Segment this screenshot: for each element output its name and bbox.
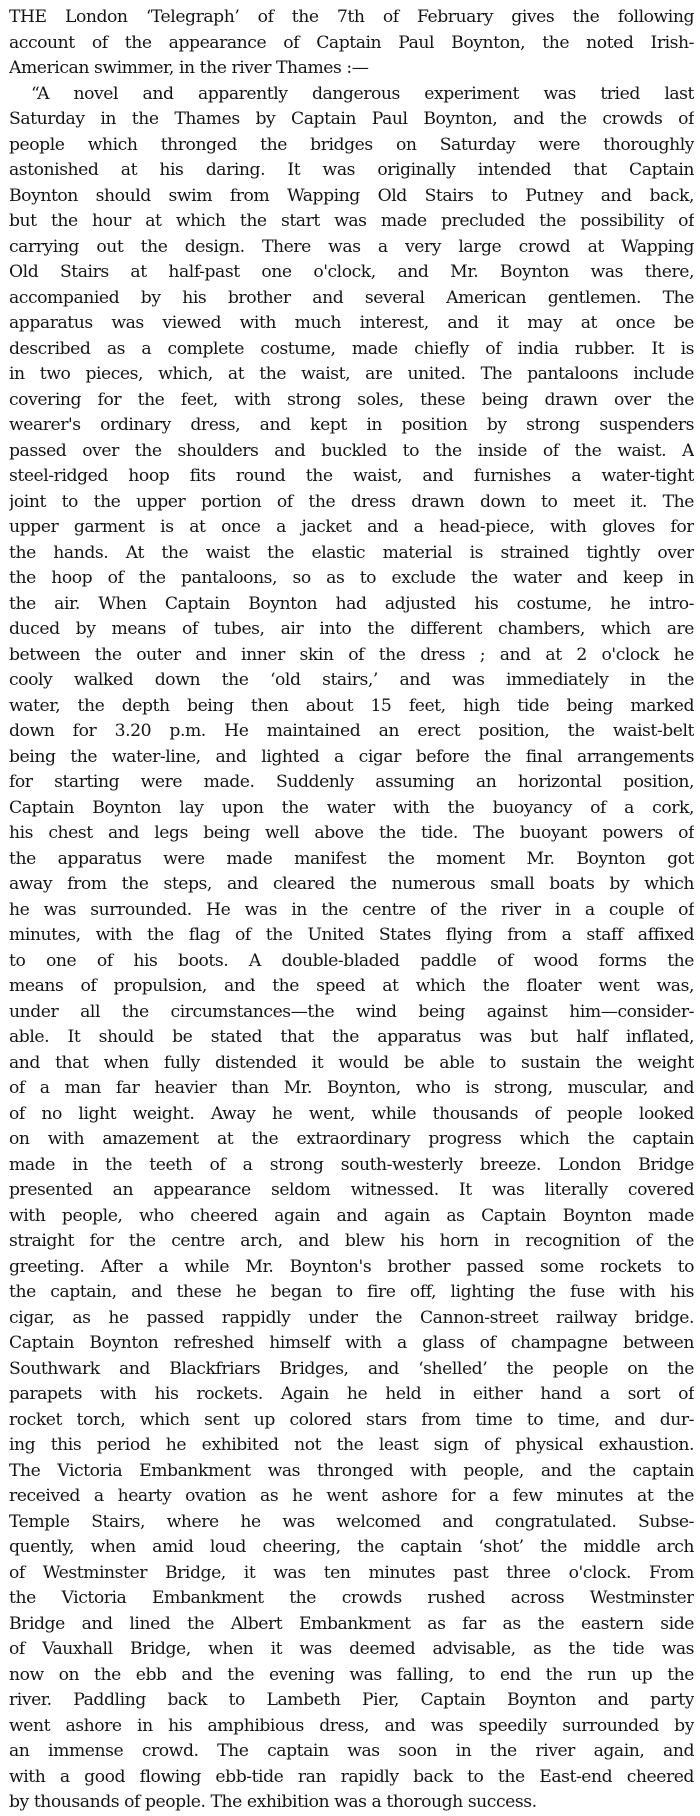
article-line: presented an appearance seldom witnessed. It was literally covered	[9, 1180, 694, 1200]
article-line: down for 3.20 p.m. He maintained an erect position, the waist-belt	[9, 721, 694, 741]
article-line: went ashore in his amphibious dress, and was speedily surrounded by	[9, 1715, 694, 1736]
article-line: by thousands of people. The exhibition was a thorough success.	[9, 1792, 537, 1812]
article-line: of Westminster Bridge, it was ten minutes past three o'clock. From	[9, 1562, 694, 1583]
article-line: “A novel and apparently dangerous experiment was tried last	[31, 83, 694, 104]
article-line: the apparatus were made manifest the moment Mr. Boynton got	[9, 848, 694, 869]
article-line: astonished at his daring. It was originally intended that Captain	[9, 160, 694, 180]
article-line: covering for the feet, with strong soles, these being drawn over the	[9, 389, 694, 410]
article-line: Temple Stairs, where he was welcomed and congratulated. Subse-	[9, 1511, 694, 1532]
article-line: in two pieces, which, at the waist, are united. The pantaloons include	[9, 364, 694, 384]
article-line: with a good flowing ebb-tide ran rapidly back to the East-end cheered	[9, 1766, 694, 1787]
article-line: Boynton should swim from Wapping Old Stairs to Putney and back,	[9, 185, 694, 206]
article-line: rocket torch, which sent up colored stars from time to time, and dur-	[9, 1409, 694, 1430]
article-line: account of the appearance of Captain Paul Boynton, the noted Irish-	[9, 32, 694, 53]
article-line: Old Stairs at half-past one o'clock, and Mr. Boynton was there,	[9, 262, 694, 282]
article-line: duced by means of tubes, air into the different chambers, which are	[9, 619, 694, 639]
article-line: with people, who cheered again and again as Captain Boynton made	[9, 1205, 694, 1226]
article-line: he was surrounded. He was in the centre of the river in a couple of	[9, 899, 694, 920]
article-line: quently, when amid loud cheering, the captain ‘shot’ the middle arch	[9, 1537, 694, 1557]
article-line: the captain, and these he began to fire off, lighting the fuse with his	[9, 1282, 694, 1302]
article-body	[9, 5, 694, 1816]
article-line: an immense crowd. The captain was soon in the river again, and	[9, 1741, 694, 1761]
article-line: the Victoria Embankment the crowds rushed across Westminster	[9, 1588, 694, 1608]
article-line: Bridge and lined the Albert Embankment as far as the eastern side	[9, 1613, 694, 1634]
article-line: water, the depth being then about 15 feet, high tide being marked	[9, 695, 694, 716]
article-line: parapets with his rockets. Again he held in either hand a sort of	[9, 1384, 694, 1404]
article-line: ing this period he exhibited not the least sign of physical exhaustion.	[9, 1435, 694, 1455]
article-line: for starting were made. Suddenly assuming an horizontal position,	[9, 772, 694, 792]
article-line: of a man far heavier than Mr. Boynton, who is strong, muscular, and	[9, 1078, 694, 1098]
article-line: on with amazement at the extraordinary progress which the captain	[9, 1129, 694, 1149]
article-line: of Vauxhall Bridge, when it was deemed advisable, as the tide was	[9, 1639, 694, 1659]
article-line: but the hour at which the start was made precluded the possibility of	[9, 211, 694, 231]
article-line: cooly walked down the ‘old stairs,’ and was immediately in the	[9, 670, 694, 690]
article-line: apparatus was viewed with much interest, and it may at once be	[9, 313, 694, 333]
article-line: greeting. After a while Mr. Boynton's brother passed some rockets to	[9, 1256, 694, 1277]
article-line: accompanied by his brother and several American gentlemen. The	[9, 287, 694, 308]
article-line: now on the ebb and the evening was falling, to end the run up the	[9, 1664, 694, 1685]
article-line: Captain Boynton lay upon the water with the buoyancy of a cork,	[9, 797, 694, 818]
article-line: Captain Boynton refreshed himself with a glass of champagne between	[9, 1333, 694, 1353]
article-line: the hands. At the waist the elastic material is strained tightly over	[9, 542, 694, 563]
article-line: the hoop of the pantaloons, so as to exclude the water and keep in	[9, 568, 694, 588]
article-line: river. Paddling back to Lambeth Pier, Captain Boynton and party	[9, 1690, 694, 1710]
article-line: upper garment is at once a jacket and a head-piece, with gloves for	[9, 517, 694, 537]
article-line: steel-ridged hoop fits round the waist, and furnishes a water-tight	[9, 466, 694, 486]
article-line: passed over the shoulders and buckled to the inside of the waist. A	[9, 440, 694, 461]
article-line: joint to the upper portion of the dress drawn down to meet it. The	[9, 491, 694, 512]
article-line: people which thronged the bridges on Saturday were thoroughly	[9, 134, 694, 155]
article-line: able. It should be stated that the apparatus was but half inflated,	[9, 1027, 694, 1047]
article-line: cigar, as he passed rappidly under the Cannon-street railway bridge.	[9, 1307, 694, 1328]
article-line: means of propulsion, and the speed at which the floater went was,	[9, 976, 694, 996]
article-line: Saturday in the Thames by Captain Paul Boynton, and the crowds of	[9, 109, 694, 129]
article-line: between the outer and inner skin of the dress ; and at 2 o'clock he	[9, 644, 694, 665]
article-line: of no light weight. Away he went, while thousands of people looked	[9, 1103, 694, 1124]
article-line: the air. When Captain Boynton had adjusted his costume, he intro-	[9, 593, 694, 614]
article-line: described as a complete costume, made chiefly of india rubber. It is	[9, 338, 694, 359]
article-line: made in the teeth of a strong south-westerly breeze. London Bridge	[9, 1154, 694, 1175]
article-line: straight for the centre arch, and blew his horn in recognition of the	[9, 1231, 694, 1251]
article-line: The Victoria Embankment was thronged with people, and the captain	[9, 1460, 694, 1481]
article-line: American swimmer, in the river Thames :—	[9, 58, 369, 78]
article-line: Southwark and Blackfriars Bridges, and ‘shelled’ the people on the	[9, 1358, 694, 1379]
article-line: under all the circumstances—the wind being against him—consider-	[9, 1001, 694, 1022]
article-line: away from the steps, and cleared the numerous small boats by which	[9, 874, 694, 894]
article-first-line: THE London ‘Telegraph’ of the 7th of February gives the following	[9, 7, 694, 27]
article-line: and that when fully distended it would be able to sustain the weight	[9, 1052, 694, 1073]
article-line: carrying out the design. There was a very large crowd at Wapping	[9, 236, 694, 257]
article-line: minutes, with the flag of the United States flying from a staff affixed	[9, 925, 694, 945]
article-line: being the water-line, and lighted a cigar before the final arrangements	[9, 746, 694, 767]
article-line: wearer's ordinary dress, and kept in position by strong suspenders	[9, 415, 694, 435]
article-line: his chest and legs being well above the tide. The buoyant powers of	[9, 823, 694, 843]
article-line: to one of his boots. A double-bladed paddle of wood forms the	[9, 950, 694, 971]
article-line: received a hearty ovation as he went ashore for a few minutes at the	[9, 1486, 694, 1506]
